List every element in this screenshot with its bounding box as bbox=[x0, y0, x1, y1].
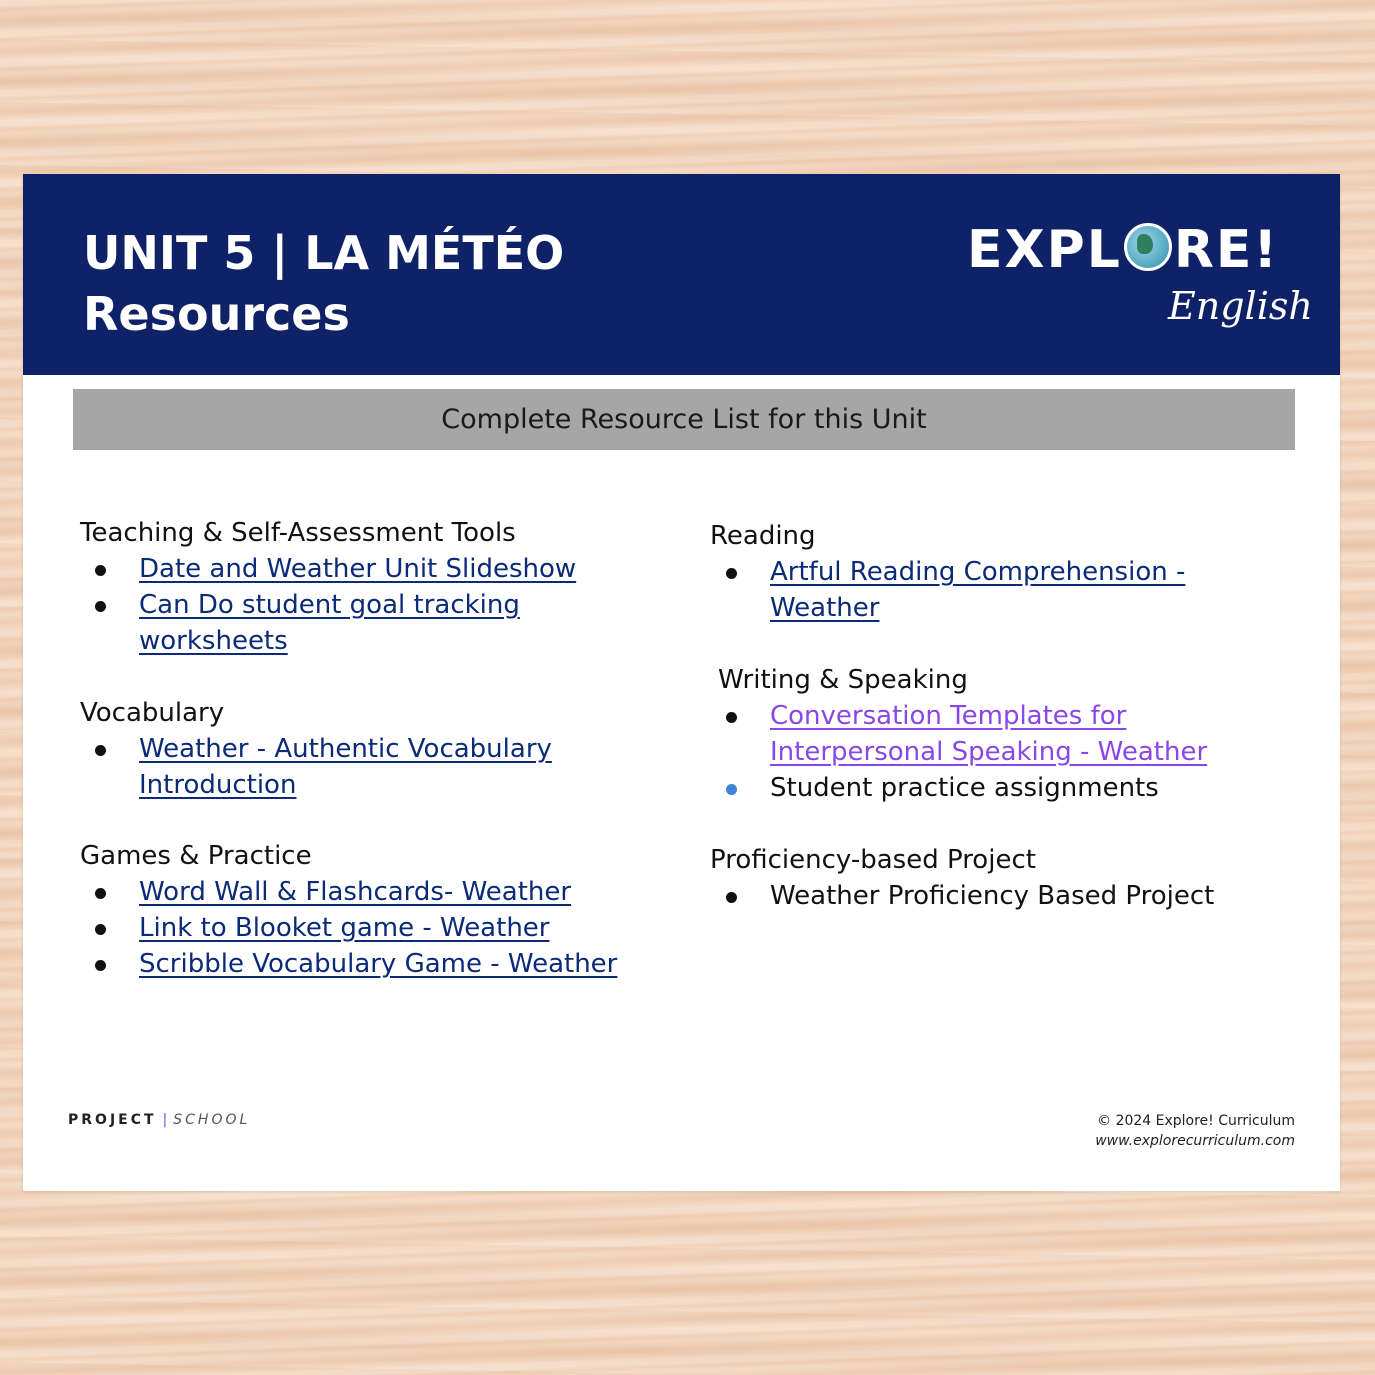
unit-title: UNIT 5 | LA MÉTÉO bbox=[83, 226, 565, 280]
section-heading-writing: Writing & Speaking bbox=[718, 665, 968, 695]
unit-subtitle: Resources bbox=[83, 287, 350, 341]
section-heading-games: Games & Practice bbox=[80, 841, 312, 871]
footer-project: PROJECT bbox=[68, 1112, 157, 1128]
bullet bbox=[95, 745, 106, 756]
link-authentic-vocabulary[interactable]: Weather - Authentic Vocabulary bbox=[139, 734, 552, 764]
proficiency-project: Weather Proficiency Based Project bbox=[770, 881, 1215, 911]
copyright-footer bbox=[1095, 1111, 1295, 1151]
link-authentic-vocabulary-cont[interactable]: Introduction bbox=[139, 770, 297, 800]
resource-list-bar bbox=[73, 389, 1295, 450]
copyright-text: © 2024 Explore! Curriculum bbox=[1097, 1113, 1295, 1129]
footer-separator: | bbox=[162, 1112, 168, 1128]
section-heading-project: Proficiency-based Project bbox=[710, 845, 1036, 875]
resource-card bbox=[23, 174, 1340, 1191]
link-conversation-templates[interactable]: Conversation Templates for bbox=[770, 701, 1127, 731]
link-scribble-vocabulary-game[interactable]: Scribble Vocabulary Game - Weather bbox=[139, 949, 618, 979]
section-heading-reading: Reading bbox=[710, 521, 816, 551]
link-word-wall-flashcards[interactable]: Word Wall & Flashcards- Weather bbox=[139, 877, 572, 907]
header-banner bbox=[23, 174, 1340, 375]
bullet bbox=[95, 601, 106, 612]
section-heading-vocabulary: Vocabulary bbox=[80, 698, 225, 728]
logo-text-left: EXPL bbox=[967, 220, 1122, 280]
explore-english-logo bbox=[963, 212, 1313, 352]
section-heading-teaching: Teaching & Self-Assessment Tools bbox=[80, 518, 516, 548]
link-date-weather-slideshow[interactable]: Date and Weather Unit Slideshow bbox=[139, 554, 577, 584]
resource-list-title: Complete Resource List for this Unit bbox=[441, 404, 927, 435]
bullet bbox=[726, 784, 737, 795]
link-artful-reading-cont[interactable]: Weather bbox=[770, 593, 880, 623]
bullet bbox=[95, 888, 106, 899]
footer-school: SCHOOL bbox=[173, 1112, 251, 1128]
logo-script-text: English bbox=[1168, 284, 1313, 328]
link-can-do-goal-tracking[interactable]: Can Do student goal tracking bbox=[139, 590, 520, 620]
bullet bbox=[95, 565, 106, 576]
project-school-footer bbox=[68, 1112, 250, 1128]
student-practice-assignments: Student practice assignments bbox=[770, 773, 1159, 803]
bullet bbox=[95, 924, 106, 935]
logo-text-right: RE! bbox=[1173, 220, 1280, 280]
link-blooket-game[interactable]: Link to Blooket game - Weather bbox=[139, 913, 550, 943]
logo-wordmark bbox=[967, 220, 1279, 280]
bullet bbox=[95, 960, 106, 971]
link-conversation-templates-cont[interactable]: Interpersonal Speaking - Weather bbox=[770, 737, 1208, 767]
bullet bbox=[726, 712, 737, 723]
link-can-do-goal-tracking-cont[interactable]: worksheets bbox=[139, 626, 288, 656]
link-artful-reading[interactable]: Artful Reading Comprehension - bbox=[770, 557, 1186, 587]
bullet bbox=[726, 892, 737, 903]
website-url: www.explorecurriculum.com bbox=[1095, 1133, 1295, 1149]
globe-icon bbox=[1124, 223, 1172, 271]
bullet bbox=[726, 568, 737, 579]
